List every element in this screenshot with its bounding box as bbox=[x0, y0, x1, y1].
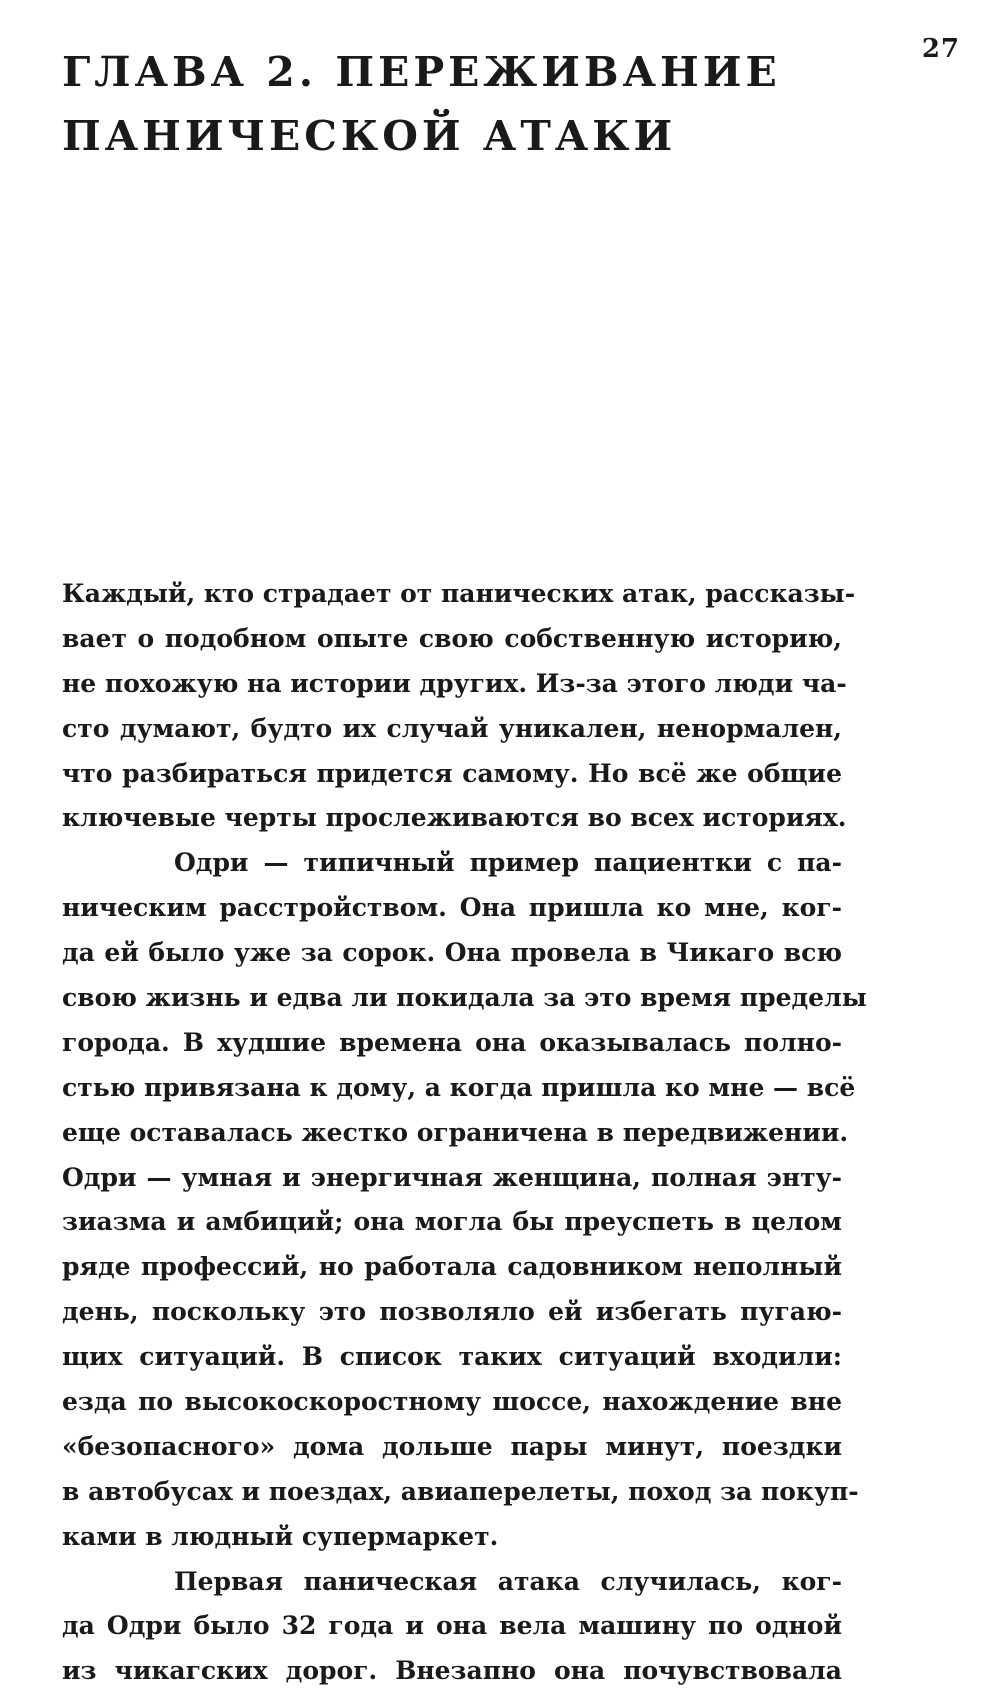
text-line: стью привязана к дому, а когда пришла ко мне — всё bbox=[62, 1072, 856, 1102]
text-line: сто думают, будто их случай уникален, ненормален, bbox=[62, 713, 842, 743]
text-line: свою жизнь и едва ли покидала за это время пределы bbox=[62, 983, 867, 1013]
text-line: щих ситуаций. В список таких ситуаций входили: bbox=[62, 1342, 842, 1372]
text-line: зиазма и амбиций; она могла бы преуспеть в целом bbox=[62, 1207, 842, 1237]
text-line: да ей было уже за сорок. Она провела в Чикаго всю bbox=[62, 938, 842, 968]
chapter-title-line: ПАНИЧЕСКОЙ АТАКИ bbox=[62, 112, 677, 160]
text-line-indented: Одри — типичный пример пациентки с па- bbox=[174, 848, 842, 878]
text-line: езда по высокоскоростному шоссе, нахождение вне bbox=[62, 1387, 842, 1417]
page-number: 27 bbox=[921, 34, 960, 64]
text-line: день, поскольку это позволяло ей избегать пугаю- bbox=[62, 1297, 842, 1327]
chapter-title bbox=[62, 40, 882, 168]
text-line: еще оставалась жестко ограничена в передвижении. bbox=[62, 1117, 849, 1147]
text-line: да Одри было 32 года и она вела машину по одной bbox=[62, 1611, 842, 1641]
body-text bbox=[62, 572, 867, 1694]
text-line: в автобусах и поездах, авиаперелеты, поход за покуп- bbox=[62, 1476, 859, 1506]
text-line: ками в людный супермаркет. bbox=[62, 1521, 499, 1551]
text-line: из чикагских дорог. Внезапно она почувствовала bbox=[62, 1656, 842, 1686]
text-line: что разбираться придется самому. Но всё же общие bbox=[62, 758, 842, 788]
text-line: не похожую на истории других. Из-за этого люди ча- bbox=[62, 668, 847, 698]
text-line: Одри — умная и энергичная женщина, полная энту- bbox=[62, 1162, 842, 1192]
text-line: Каждый, кто страдает от панических атак, рассказы- bbox=[62, 579, 856, 608]
chapter-title-line: ГЛАВА 2. ПЕРЕЖИВАНИЕ bbox=[62, 48, 781, 96]
text-line: ническим расстройством. Она пришла ко мне, ког- bbox=[62, 893, 842, 923]
text-line: города. В худшие времена она оказывалась полно- bbox=[62, 1027, 842, 1057]
text-line: «безопасного» дома дольше пары минут, поездки bbox=[62, 1431, 842, 1461]
text-line: ряде профессий, но работала садовником неполный bbox=[62, 1252, 842, 1282]
text-line: ключевые черты прослеживаются во всех историях. bbox=[62, 803, 847, 833]
text-line: вает о подобном опыте свою собственную историю, bbox=[62, 623, 842, 653]
text-line-indented: Первая паническая атака случилась, ког- bbox=[174, 1566, 842, 1596]
